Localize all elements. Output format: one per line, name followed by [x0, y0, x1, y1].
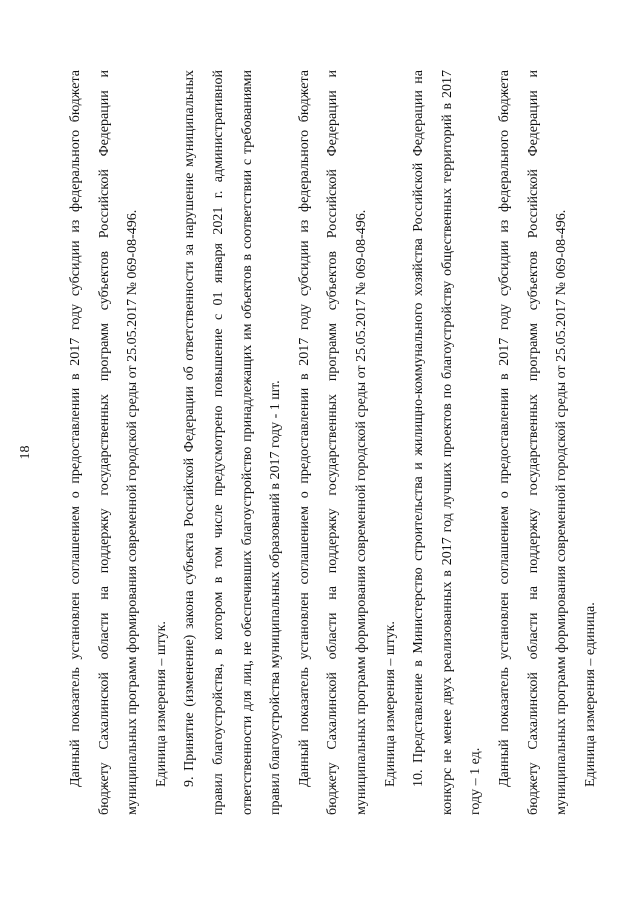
paragraph-subsidy-agreement-2: Данный показатель установлен соглашением о предоставлении в 2017 году субсидии из федерального бюджета бюджету Сахалинской области на поддержку государственных программ субъектов Российской Федерации и муниципальных программ формирования современной городской среды от 25.05.2017 № 069-08-496. — [296, 70, 369, 815]
paragraph-unit-1: Единица измерения – штук. — [153, 621, 169, 787]
paragraph-item-10: 10. Представление в Министерство строительства и жилищно-коммунального хозяйства Российской Федерации на конкурс не менее двух реализованных в 2017 год лучших проектов по благоустройству общественных территорий в 2017 году – 1 ед. — [411, 70, 484, 815]
paragraph-subsidy-agreement-1: Данный показатель установлен соглашением о предоставлении в 2017 году субсидии из федерального бюджета бюджету Сахалинской области на поддержку государственных программ субъектов Российской Федерации и муниципальных программ формирования современной городской среды от 25.05.2017 № 069-08-496. — [68, 70, 141, 815]
paragraph-unit-3: Единица измерения – единица. — [582, 602, 598, 787]
document-body — [62, 70, 605, 815]
paragraph-subsidy-agreement-3: Данный показатель установлен соглашением о предоставлении в 2017 году субсидии из федерального бюджета бюджету Сахалинской области на поддержку государственных программ субъектов Российской Федерации и муниципальных программ формирования современной городской среды от 25.05.2017 № 069-08-496. — [496, 70, 570, 815]
page-number: 18 — [18, 445, 33, 460]
paragraph-unit-2: Единица измерения – штук. — [382, 621, 398, 787]
paragraph-item-9: 9. Принятие (изменение) закона субъекта Российской Федерации об ответственности за нарушение муниципальных правил благоустройства, в котором в том числе предусмотрено повышение с 01 января 2021 г. административной ответственности для лиц, не обеспечивших благоустройство принадлежащих им объектов в соответствии с требованиями правил благоустройства муниципальных образований в 2017 году - 1 шт. — [182, 70, 284, 815]
